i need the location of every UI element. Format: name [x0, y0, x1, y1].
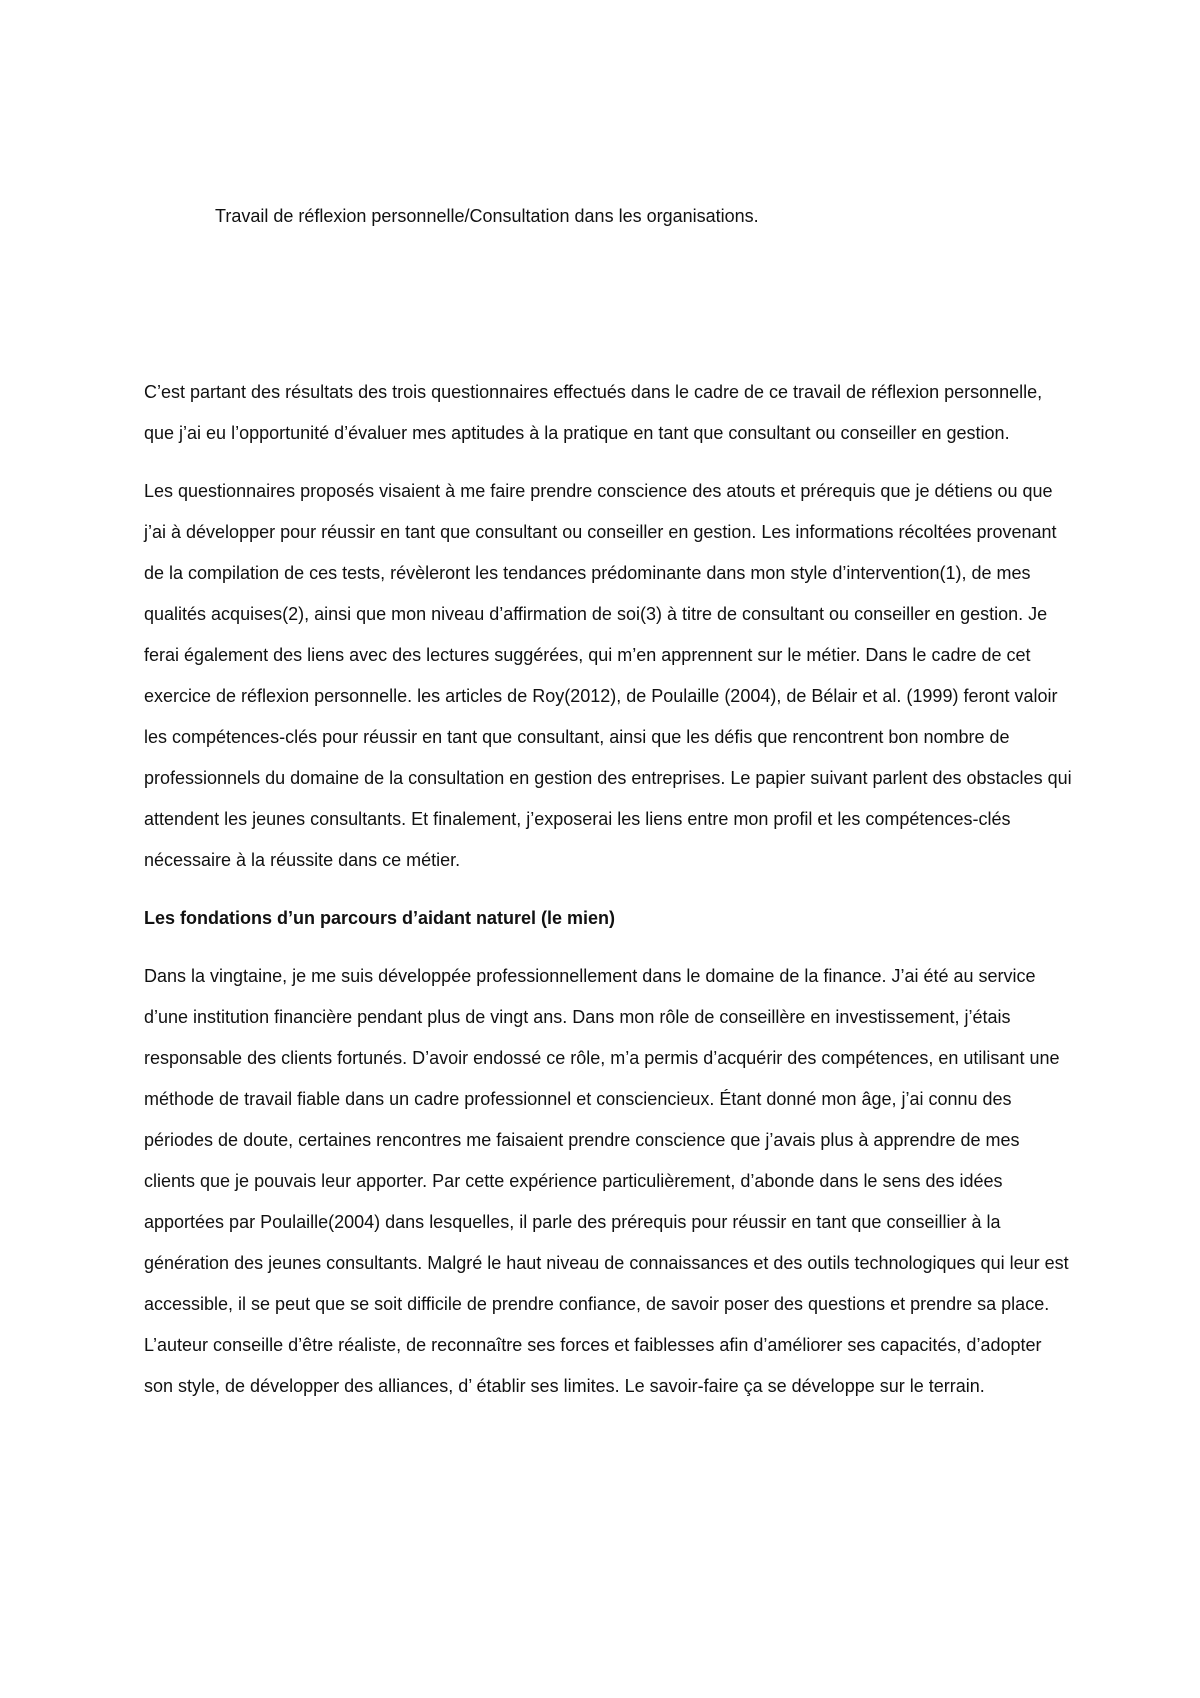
document-body	[144, 372, 1074, 1424]
section-paragraph: Dans la vingtaine, je me suis développée professionnellement dans le domaine de la finance. J’ai été au service d’une institution financière pendant plus de vingt ans. Dans mon rôle de conseillère en investissement, j’étais responsable des clients fortunés. D’avoir endossé ce rôle, m’a permis d’acquérir des compétences, en utilisant une méthode de travail fiable dans un cadre professionnel et consciencieux. Étant donné mon âge, j’ai connu des périodes de doute, certaines rencontres me faisaient prendre conscience que j’avais plus à apprendre de mes clients que je pouvais leur apporter. Par cette expérience particulièrement, d’abonde dans le sens des idées apportées par Poulaille(2004) dans lesquelles, il parle des prérequis pour réussir en tant que conseillier à la génération des jeunes consultants. Malgré le haut niveau de connaissances et des outils technologiques qui leur est accessible, il se peut que se soit difficile de prendre confiance, de savoir poser des questions et prendre sa place. L’auteur conseille d’être réaliste, de reconnaître ses forces et faiblesses afin d’améliorer ses capacités, d’adopter son style, de développer des alliances, d’ établir ses limites. Le savoir-faire ça se développe sur le terrain.	[144, 966, 1069, 1396]
section-heading: Les fondations d’un parcours d’aidant naturel (le mien)	[144, 908, 616, 928]
intro-paragraph: C’est partant des résultats des trois questionnaires effectués dans le cadre de ce travail de réflexion personnelle, que j’ai eu l’opportunité d’évaluer mes aptitudes à la pratique en tant que consultant ou conseiller en gestion.	[144, 382, 1043, 443]
document-title: Travail de réflexion personnelle/Consultation dans les organisations.	[215, 206, 759, 226]
objectives-paragraph: Les questionnaires proposés visaient à me faire prendre conscience des atouts et prérequis que je détiens ou que j’ai à développer pour réussir en tant que consultant ou conseiller en gestion. Les informations récoltées provenant de la compilation de ces tests, révèleront les tendances prédominante dans mon style d’intervention(1), de mes qualités acquises(2), ainsi que mon niveau d’affirmation de soi(3) à titre de consultant ou conseiller en gestion. Je ferai également des liens avec des lectures suggérées, qui m’en apprennent sur le métier. Dans le cadre de cet exercice de réflexion personnelle. les articles de Roy(2012), de Poulaille (2004), de Bélair et al. (1999) feront valoir les compétences-clés pour réussir en tant que consultant, ainsi que les défis que rencontrent bon nombre de professionnels du domaine de la consultation en gestion des entreprises. Le papier suivant parlent des obstacles qui attendent les jeunes consultants. Et finalement, j’exposerai les liens entre mon profil et les compétences-clés nécessaire à la réussite dans ce métier.	[144, 481, 1072, 870]
